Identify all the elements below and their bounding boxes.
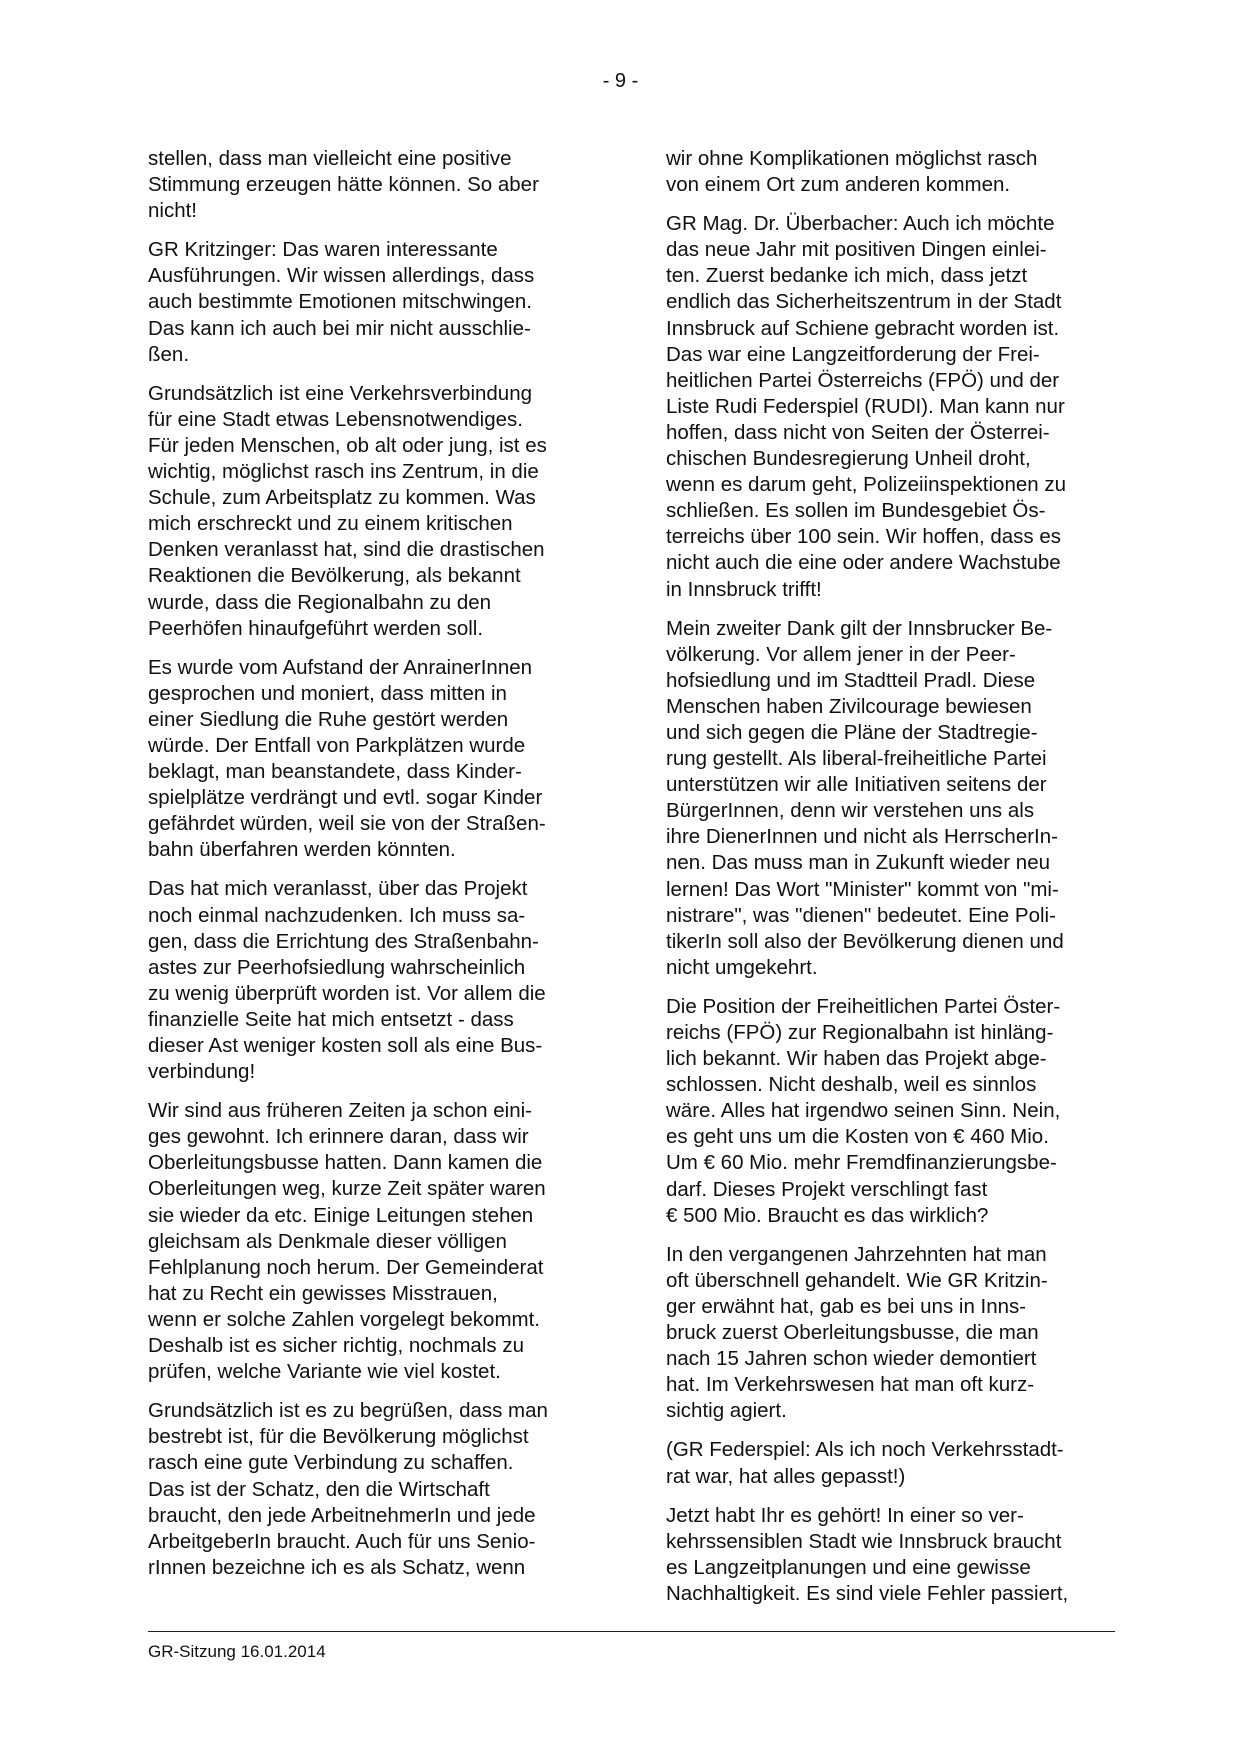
- text-line: Stimmung erzeugen hätte können. So aber: [148, 173, 539, 197]
- text-line: lernen! Das Wort "Minister" kommt von "mi-: [666, 877, 1059, 901]
- text-line: Fehlplanung noch herum. Der Gemeinderat: [148, 1255, 544, 1279]
- left-column: [148, 146, 604, 1594]
- text-line: reichs (FPÖ) zur Regionalbahn ist hinläng-: [666, 1021, 1054, 1044]
- paragraph: [666, 211, 1122, 602]
- text-line: bahn überfahren werden könnten.: [148, 838, 456, 862]
- text-line: endlich das Sicherheitszentrum in der Stadt: [666, 290, 1062, 314]
- text-line: Schule, zum Arbeitsplatz zu kommen. Was: [148, 486, 536, 510]
- text-line: verbindung!: [148, 1060, 256, 1084]
- paragraph: [148, 146, 604, 224]
- text-line: für eine Stadt etwas Lebensnotwendiges.: [148, 407, 523, 431]
- text-line: astes zur Peerhofsiedlung wahrscheinlich: [148, 955, 526, 979]
- text-line: nach 15 Jahren schon wieder demontiert: [666, 1347, 1037, 1371]
- text-line: Die Position der Freiheitlichen Partei Öster-: [666, 994, 1061, 1018]
- page-number: - 9 -: [602, 70, 639, 92]
- text-line: ArbeitgeberIn braucht. Auch für uns Senio-: [148, 1529, 536, 1553]
- text-line: Das war eine Langzeitforderung der Frei-: [666, 342, 1040, 366]
- text-line: kehrssensiblen Stadt wie Innsbruck braucht: [666, 1529, 1062, 1553]
- text-line: ihre DienerInnen und nicht als HerrscherIn-: [666, 825, 1058, 849]
- text-line: und sich gegen die Pläne der Stadtregie-: [666, 720, 1038, 744]
- text-line: es Langzeitplanungen und eine gewisse: [666, 1555, 1031, 1579]
- text-line: es geht uns um die Kosten von € 460 Mio.: [666, 1125, 1049, 1149]
- text-line: schließen. Es sollen im Bundesgebiet Ös-: [666, 499, 1046, 523]
- text-line: Menschen haben Zivilcourage bewiesen: [666, 694, 1032, 718]
- text-line: hoffen, dass nicht von Seiten der Österrei-: [666, 420, 1050, 444]
- text-line: Das kann ich auch bei mir nicht ausschlie-: [148, 316, 531, 340]
- text-line: sichtig agiert.: [666, 1399, 787, 1423]
- text-line: hat zu Recht ein gewisses Misstrauen,: [148, 1281, 498, 1305]
- text-line: chischen Bundesregierung Unheil droht,: [666, 447, 1031, 471]
- text-line: bestrebt ist, für die Bevölkerung möglichst: [148, 1425, 529, 1449]
- text-line: beklagt, man beanstandete, dass Kinder-: [148, 760, 522, 784]
- text-line: BürgerInnen, denn wir verstehen uns als: [666, 799, 1035, 823]
- text-line: wichtig, möglichst rasch ins Zentrum, in die: [148, 460, 539, 484]
- footer-divider: [148, 1631, 1115, 1632]
- text-line: prüfen, welche Variante wie viel kostet.: [148, 1360, 501, 1384]
- text-line: gesprochen und moniert, dass mitten in: [148, 681, 507, 705]
- paragraph: [666, 1503, 1122, 1607]
- text-line: nen. Das muss man in Zukunft wieder neu: [666, 851, 1050, 875]
- footer-session-date: GR-Sitzung 16.01.2014: [148, 1642, 326, 1661]
- text-line: zu wenig überprüft worden ist. Vor allem die: [148, 981, 546, 1005]
- text-line: finanzielle Seite hat mich entsetzt - dass: [148, 1007, 514, 1031]
- text-line: Ausführungen. Wir wissen allerdings, dass: [148, 264, 535, 288]
- text-line: Oberleitungen weg, kurze Zeit später waren: [148, 1177, 546, 1201]
- text-line: Grundsätzlich ist eine Verkehrsverbindung: [148, 381, 533, 405]
- text-line: darf. Dieses Projekt verschlingt fast: [666, 1177, 988, 1201]
- text-line: gefährdet würden, weil sie von der Straßen-: [148, 812, 546, 836]
- text-line: (GR Federspiel: Als ich noch Verkehrsstadt-: [666, 1438, 1064, 1462]
- text-line: in Innsbruck trifft!: [666, 577, 822, 601]
- text-line: braucht, den jede ArbeitnehmerIn und jede: [148, 1503, 536, 1527]
- paragraph: [148, 237, 604, 367]
- text-line: mich erschreckt und zu einem kritischen: [148, 512, 513, 536]
- paragraph: [148, 1098, 604, 1385]
- paragraph: [148, 1398, 604, 1581]
- text-line: wurde, dass die Regionalbahn zu den: [148, 590, 492, 614]
- paragraph: [666, 616, 1122, 981]
- text-line: € 500 Mio. Braucht es das wirklich?: [666, 1203, 989, 1227]
- right-column: [666, 146, 1122, 1620]
- text-line: ßen.: [148, 342, 190, 366]
- text-line: Für jeden Menschen, ob alt oder jung, ist es: [148, 433, 547, 457]
- text-line: ger erwähnt hat, gab es bei uns in Inns-: [666, 1294, 1027, 1318]
- text-line: Um € 60 Mio. mehr Fremdfinanzierungsbe-: [666, 1151, 1057, 1175]
- text-line: hofsiedlung und im Stadtteil Pradl. Diese: [666, 668, 1036, 692]
- text-line: hat. Im Verkehrswesen hat man oft kurz-: [666, 1373, 1035, 1397]
- text-line: sie wieder da etc. Einige Leitungen stehen: [148, 1203, 534, 1227]
- text-line: ten. Zuerst bedanke ich mich, dass jetzt: [666, 264, 1028, 288]
- text-line: bruck zuerst Oberleitungsbusse, die man: [666, 1321, 1039, 1345]
- paragraph: [148, 655, 604, 864]
- text-line: nistrare", was "dienen" bedeutet. Eine Poli-: [666, 903, 1056, 927]
- text-line: auch bestimmte Emotionen mitschwingen.: [148, 290, 532, 314]
- text-line: wäre. Alles hat irgendwo seinen Sinn. Nein,: [666, 1099, 1061, 1123]
- text-line: nicht!: [148, 199, 197, 223]
- text-line: Peerhöfen hinaufgeführt werden soll.: [148, 616, 484, 640]
- text-line: wenn er solche Zahlen vorgelegt bekommt.: [148, 1307, 540, 1331]
- text-line: lich bekannt. Wir haben das Projekt abge-: [666, 1047, 1047, 1071]
- text-line: tikerIn soll also der Bevölkerung dienen und: [666, 929, 1064, 953]
- text-line: terreichs über 100 sein. Wir hoffen, dass es: [666, 525, 1062, 549]
- text-line: Es wurde vom Aufstand der AnrainerInnen: [148, 655, 533, 679]
- text-line: Wir sind aus früheren Zeiten ja schon eini-: [148, 1099, 532, 1123]
- text-line: Oberleitungsbusse hatten. Dann kamen die: [148, 1151, 543, 1175]
- text-line: Jetzt habt Ihr es gehört! In einer so ver-: [666, 1503, 1024, 1527]
- text-line: Nachhaltigkeit. Es sind viele Fehler passiert,: [666, 1581, 1069, 1605]
- text-line: rasch eine gute Verbindung zu schaffen.: [148, 1451, 514, 1475]
- text-line: wir ohne Komplikationen möglichst rasch: [666, 147, 1038, 170]
- text-line: nicht auch die eine oder andere Wachstube: [666, 551, 1061, 575]
- text-line: spielplätze verdrängt und evtl. sogar Kinder: [148, 786, 543, 810]
- paragraph: [666, 1242, 1122, 1425]
- paragraph: [148, 381, 604, 642]
- text-line: wenn es darum geht, Polizeiinspektionen zu: [666, 473, 1066, 497]
- text-line: gleichsam als Denkmale dieser völligen: [148, 1229, 507, 1253]
- text-line: Innsbruck auf Schiene gebracht worden ist.: [666, 316, 1060, 340]
- text-line: oft überschnell gehandelt. Wie GR Kritzin-: [666, 1268, 1048, 1292]
- text-line: einer Siedlung die Ruhe gestört werden: [148, 707, 509, 731]
- text-line: ges gewohnt. Ich erinnere daran, dass wir: [148, 1125, 529, 1149]
- paragraph: [148, 876, 604, 1085]
- paragraph: [666, 1437, 1122, 1489]
- text-line: schlossen. Nicht deshalb, weil es sinnlos: [666, 1073, 1037, 1097]
- text-line: heitlichen Partei Österreichs (FPÖ) und der: [666, 368, 1060, 392]
- paragraph: [666, 146, 1122, 198]
- text-line: unterstützen wir alle Initiativen seitens der: [666, 773, 1047, 797]
- text-line: würde. Der Entfall von Parkplätzen wurde: [148, 733, 526, 757]
- text-line: dieser Ast weniger kosten soll als eine Bus-: [148, 1034, 543, 1057]
- text-line: noch einmal nachzudenken. Ich muss sa-: [148, 903, 526, 927]
- text-line: rung gestellt. Als liberal-freiheitliche Partei: [666, 747, 1047, 771]
- text-line: Denken veranlasst hat, sind die drastischen: [148, 538, 545, 562]
- text-line: völkerung. Vor allem jener in der Peer-: [666, 642, 1016, 666]
- text-line: Mein zweiter Dank gilt der Innsbrucker Be-: [666, 616, 1053, 640]
- text-line: rat war, hat alles gepasst!): [666, 1464, 906, 1488]
- text-line: Das ist der Schatz, den die Wirtschaft: [148, 1477, 490, 1501]
- text-line: In den vergangenen Jahrzehnten hat man: [666, 1242, 1047, 1266]
- text-line: das neue Jahr mit positiven Dingen einlei-: [666, 238, 1047, 262]
- text-line: GR Kritzinger: Das waren interessante: [148, 238, 498, 262]
- text-line: Das hat mich veranlasst, über das Projekt: [148, 877, 528, 901]
- text-line: Liste Rudi Federspiel (RUDI). Man kann nur: [666, 394, 1065, 418]
- text-line: stellen, dass man vielleicht eine positive: [148, 147, 512, 170]
- text-line: Reaktionen die Bevölkerung, als bekannt: [148, 564, 521, 588]
- text-line: nicht umgekehrt.: [666, 955, 818, 979]
- text-line: gen, dass die Errichtung des Straßenbahn-: [148, 929, 539, 953]
- text-line: rInnen bezeichne ich es als Schatz, wenn: [148, 1555, 526, 1579]
- text-line: von einem Ort zum anderen kommen.: [666, 173, 1011, 197]
- text-line: Grundsätzlich ist es zu begrüßen, dass man: [148, 1399, 548, 1423]
- text-line: Deshalb ist es sicher richtig, nochmals zu: [148, 1334, 524, 1358]
- paragraph: [666, 994, 1122, 1229]
- text-line: GR Mag. Dr. Überbacher: Auch ich möchte: [666, 212, 1055, 236]
